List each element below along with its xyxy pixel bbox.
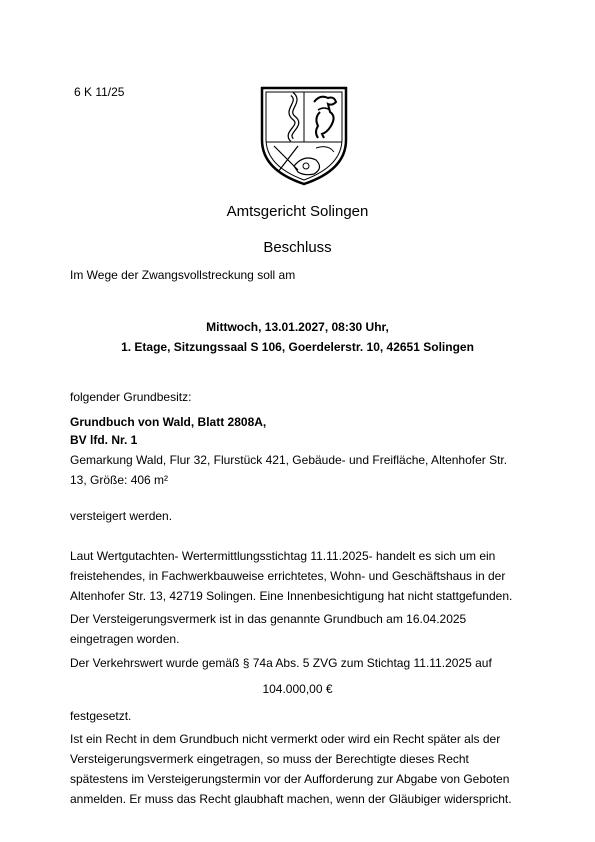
auction-location: 1. Etage, Sitzungssaal S 106, Goerdelerstr. 10, 42651 Solingen <box>121 340 474 354</box>
land-register: Grundbuch von Wald, Blatt 2808A, <box>70 415 267 429</box>
rights-line: anmelden. Er muss das Recht glaubhaft machen, wenn der Gläubiger widerspricht. <box>70 792 512 806</box>
auction-phrase: versteigert werden. <box>70 509 173 523</box>
market-value: 104.000,00 € <box>262 682 333 696</box>
intro-text: Im Wege der Zwangsvollstreckung soll am <box>70 268 296 282</box>
description-line: Gemarkung Wald, Flur 32, Flurstück 421, Gebäude- und Freifläche, Altenhofer Str. <box>70 453 508 467</box>
rights-paragraph <box>70 729 512 809</box>
value-intro: Der Verkehrswert wurde gemäß § 74a Abs. 5 ZVG zum Stichtag 11.11.2025 auf <box>70 656 492 670</box>
court-name: Amtsgericht Solingen <box>226 203 369 220</box>
rights-line: Ist ein Recht in dem Grundbuch nicht vermerkt oder wird ein Recht später als der <box>70 732 501 746</box>
appraisal-line: Altenhofer Str. 13, 42719 Solingen. Eine Innenbesichtigung hat nicht stattgefunden. <box>70 589 513 603</box>
document-heading: Beschluss <box>263 239 332 256</box>
note-line: eingetragen worden. <box>70 632 180 646</box>
auction-date-time: Mittwoch, 13.01.2027, 08:30 Uhr, <box>206 320 389 334</box>
bv-number: BV lfd. Nr. 1 <box>70 433 138 447</box>
file-number: 6 K 11/25 <box>74 85 125 99</box>
rights-line: Versteigerungsvermerk eingetragen, so muss der Berechtigte dieses Recht <box>70 752 469 766</box>
rights-line: spätestens im Versteigerungstermin vor der Aufforderung zur Abgabe von Geboten <box>70 772 510 786</box>
property-description <box>70 450 507 490</box>
appraisal-paragraph <box>70 546 512 606</box>
registration-note <box>70 609 466 649</box>
property-intro: folgender Grundbesitz: <box>70 390 192 404</box>
description-line: 13, Größe: 406 m² <box>70 473 169 487</box>
appraisal-line: Laut Wertgutachten- Wertermittlungsstichtag 11.11.2025- handelt es sich um ein <box>70 549 496 563</box>
note-line: Der Versteigerungsvermerk ist in das genannte Grundbuch am 16.04.2025 <box>70 612 467 626</box>
coat-of-arms-logo <box>258 82 350 188</box>
appraisal-line: freistehendes, in Fachwerkbauweise errichtetes, Wohn- und Geschäftshaus in der <box>70 569 506 583</box>
value-outro: festgesetzt. <box>70 709 132 723</box>
